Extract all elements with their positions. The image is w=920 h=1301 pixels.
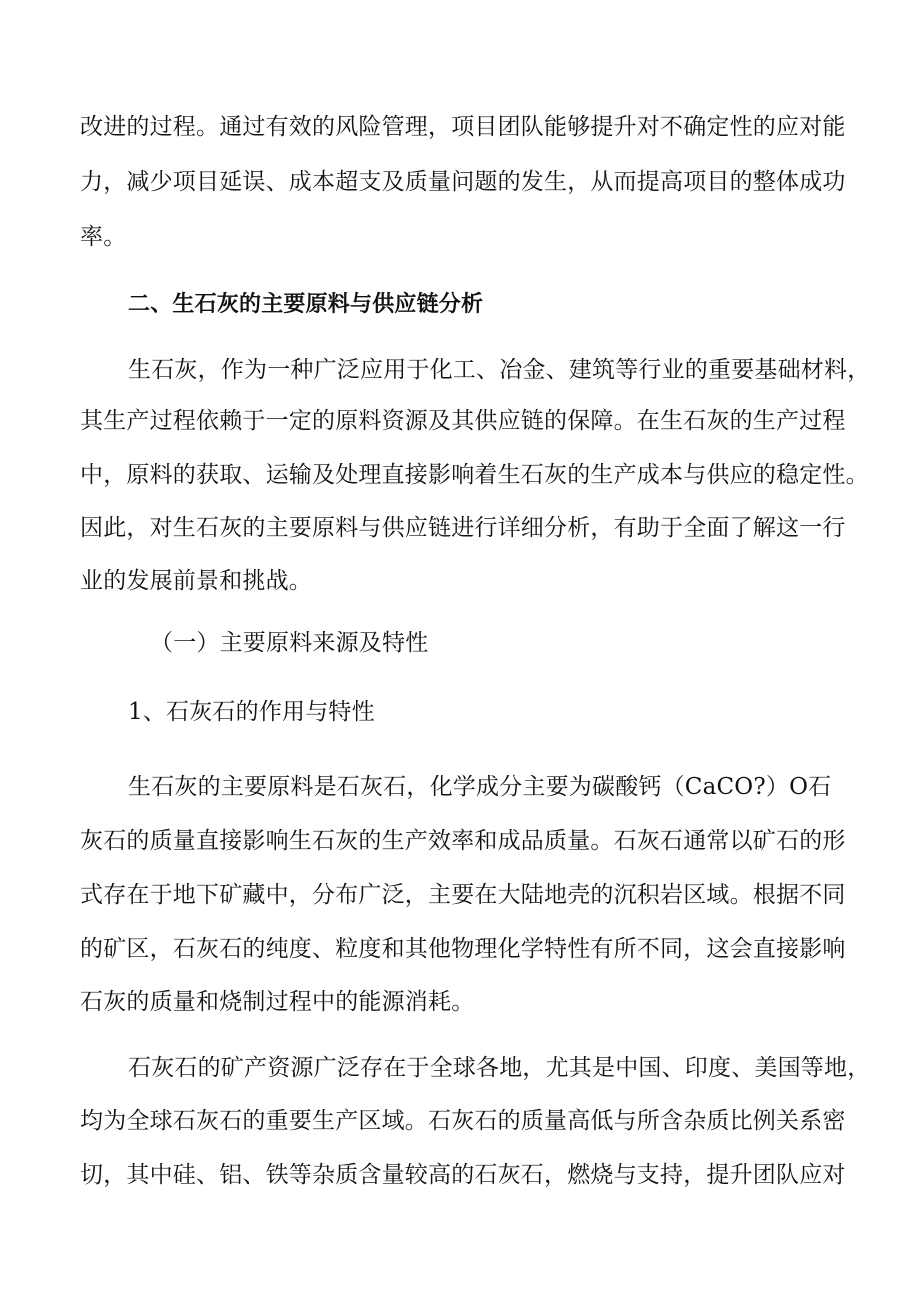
intro-paragraph-line-1: 改进的过程。通过有效的风险管理，项目团队能够提升对不确定性的应对能 — [80, 114, 846, 140]
section-paragraph-line-4: 因此，对生石灰的主要原料与供应链进行详细分析，有助于全面了解这一行 — [80, 515, 846, 541]
item-paragraph-2-line-2: 均为全球石灰石的重要生产区域。石灰石的质量高低与所含杂质比例关系密 — [80, 1108, 846, 1134]
intro-paragraph-line-3: 率。 — [80, 224, 127, 250]
subsection-heading: （一）主要原料来源及特性 — [150, 630, 429, 656]
section-paragraph-line-5: 业的发展前景和挑战。 — [80, 568, 312, 594]
section-heading: 二、生石灰的主要原料与供应链分析 — [128, 292, 484, 317]
section-paragraph-line-3: 中，原料的获取、运输及处理直接影响着生石灰的生产成本与供应的稳定性。 — [80, 462, 869, 488]
item-paragraph-1-line-1: 生石灰的主要原料是石灰石，化学成分主要为碳酸钙（CaCO?）O石 — [128, 774, 832, 800]
item-heading: 1、石灰石的作用与特性 — [128, 699, 375, 725]
item-paragraph-1-line-3: 式存在于地下矿藏中，分布广泛，主要在大陆地壳的沉积岩区域。根据不同 — [80, 882, 846, 908]
item-paragraph-2-line-3: 切，其中硅、铝、铁等杂质含量较高的石灰石，燃烧与支持，提升团队应对 — [80, 1162, 846, 1188]
section-paragraph-line-1: 生石灰，作为一种广泛应用于化工、冶金、建筑等行业的重要基础材料， — [128, 357, 871, 383]
item-paragraph-1-line-2: 灰石的质量直接影响生石灰的生产效率和成品质量。石灰石通常以矿石的形 — [80, 828, 846, 854]
item-paragraph-1-line-4: 的矿区，石灰石的纯度、粒度和其他物理化学特性有所不同，这会直接影响 — [80, 936, 846, 962]
intro-paragraph-line-2: 力，减少项目延误、成本超支及质量问题的发生，从而提高项目的整体成功 — [80, 169, 846, 195]
section-paragraph-line-2: 其生产过程依赖于一定的原料资源及其供应链的保障。在生石灰的生产过程 — [80, 408, 846, 434]
item-paragraph-1-line-5: 石灰的质量和烧制过程中的能源消耗。 — [80, 989, 475, 1015]
item-paragraph-2-line-1: 石灰石的矿产资源广泛存在于全球各地，尤其是中国、印度、美国等地， — [128, 1055, 871, 1081]
